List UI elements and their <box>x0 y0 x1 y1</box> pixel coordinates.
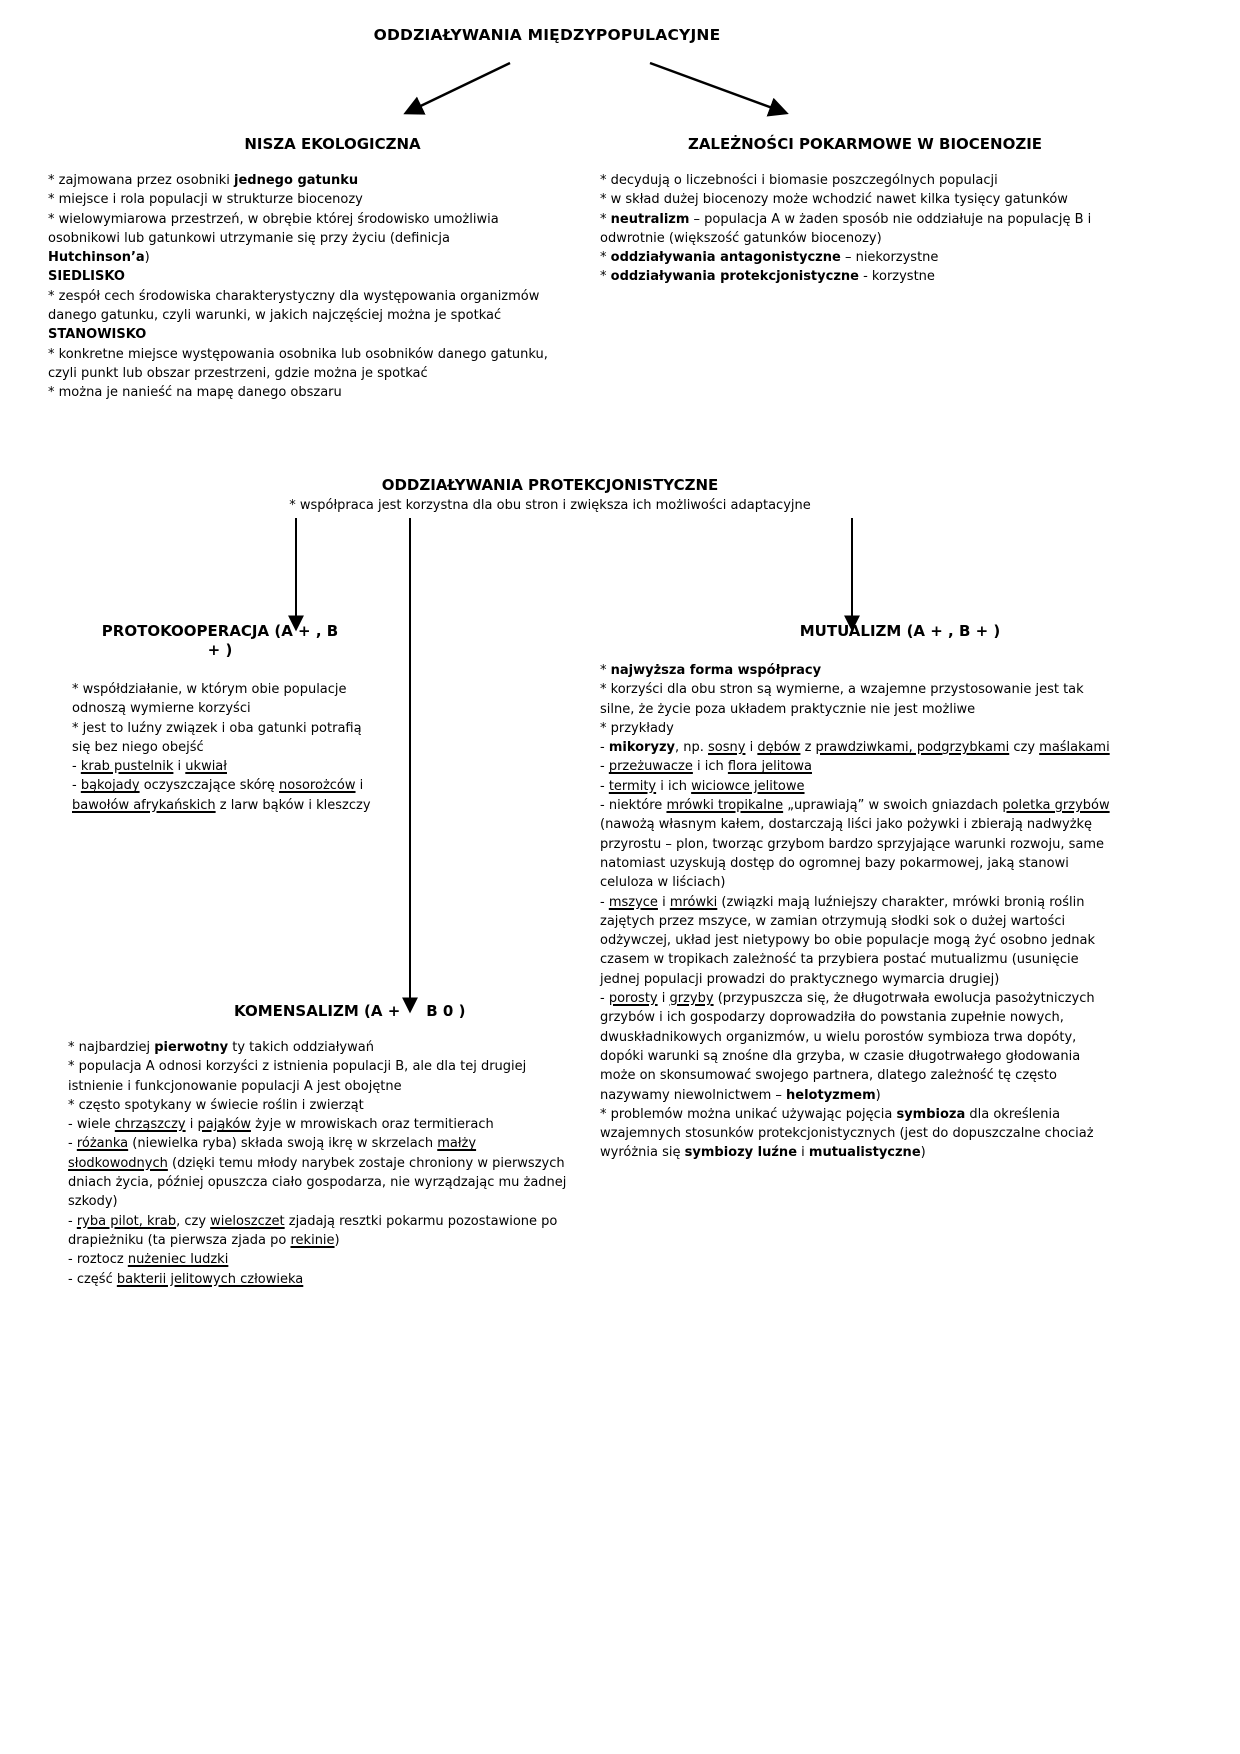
text-segment: * <box>600 211 611 227</box>
text-segment: * konkretne miejsce występowania osobnika lub osobników danego gatunku, czyli punkt lub obszar przestrzeni, gdzie można je spotkać <box>48 346 548 381</box>
paragraph <box>68 1134 580 1211</box>
bold-term: pierwotny <box>154 1040 229 1055</box>
komensalizm-heading-left: KOMENSALIZM (A + <box>234 1002 401 1020</box>
text-segment: zjadają resztki pokarmu pozostawione po drapieżniku (ta pierwsza zjada po <box>68 1213 558 1248</box>
paragraph <box>48 287 548 326</box>
text-segment: - <box>72 778 81 794</box>
text-segment: (niewielka ryba) składa swoją ikrę w skrzelach <box>128 1136 438 1152</box>
text-segment: z larw bąków i kleszczy <box>215 797 371 813</box>
text-segment: (przypuszcza się, że długotrwała ewolucja pasożytniczych grzybów i ich gospodarzy doprowadziła do powstania zupełnie nowych, dwuskładnikowych organizmów, u wielu porostów symbioza trwa dopóty, dopóki warunki są znośne dla grzyba, w czasie długotrwałego głodowania może on skonsumować swojego partnera, dlatego zależność tę często nazywamy niewolnictwem – <box>600 991 1095 1103</box>
text-segment: * jest to luźny związek i oba gatunki potrafią się bez niego obejść <box>72 720 362 755</box>
paragraph <box>72 680 374 719</box>
underlined-term: mszyce <box>608 894 658 910</box>
text-segment: * miejsce i rola populacji w strukturze biocenozy <box>48 192 363 208</box>
underlined-term: bawołów afrykańskich <box>72 797 216 813</box>
bold-term: mikoryzy <box>608 740 675 756</box>
underlined-term: chrząszczy <box>114 1117 186 1133</box>
komensalizm-heading-right: B 0 ) <box>426 1002 466 1020</box>
text-segment: – niekorzystne <box>840 250 939 266</box>
underlined-term: przeżuwacze <box>608 759 693 775</box>
paragraph <box>600 893 1110 989</box>
text-segment: - roztocz <box>68 1252 128 1268</box>
paragraph <box>68 1096 580 1115</box>
underlined-term: nużeniec ludzki <box>127 1252 229 1268</box>
paragraph <box>600 680 1110 719</box>
text-segment: czy <box>1009 740 1040 756</box>
underlined-term: dębów <box>757 740 801 756</box>
section-heading-mutualizm: MUTUALIZM (A + , B + ) <box>799 622 1001 640</box>
text-segment: „uprawiają” w swoich gniazdach <box>783 798 1003 814</box>
section-body-nisza-ekologiczna <box>48 171 548 403</box>
text-segment: z <box>800 740 816 756</box>
section-heading-zaleznosci-pokarmowe: ZALEŻNOŚCI POKARMOWE W BIOCENOZIE <box>687 135 1043 153</box>
underlined-term: małży słodkowodnych <box>68 1136 477 1171</box>
text-segment: ) <box>875 1087 881 1103</box>
text-segment: i <box>745 740 758 756</box>
text-segment: * <box>600 250 611 266</box>
text-segment: - korzystne <box>858 269 935 285</box>
text-segment: * decydują o liczebności i biomasie poszczególnych populacji <box>600 173 998 188</box>
text-segment: i <box>173 759 186 775</box>
underlined-term: porosty <box>608 991 658 1007</box>
paragraph <box>600 661 1110 680</box>
section-body-mutualizm <box>600 661 1110 1163</box>
text-segment: - <box>68 1213 77 1229</box>
paragraph <box>72 719 374 758</box>
text-segment: i <box>797 1145 809 1161</box>
text-segment: * korzyści dla obu stron są wymierne, a wzajemne przystosowanie jest tak silne, że życie poza układem praktycznie nie jest możliwe <box>600 682 1084 717</box>
underlined-term: ryba pilot, krab <box>76 1213 177 1229</box>
paragraph <box>48 171 548 190</box>
text-segment: ) <box>920 1145 926 1161</box>
section-body-komensalizm <box>68 1038 580 1289</box>
text-segment: * zespół cech środowiska charakterystyczny dla występowania organizmów danego gatunku, czyli warunki, w jakich najczęściej można je spotkać <box>48 288 540 324</box>
underlined-term: bąkojady <box>80 778 140 794</box>
text-segment: dla określenia wzajemnych stosunków protekcjonistycznych (jest do dopuszczalne chociaż wyróżnia się <box>600 1106 1094 1161</box>
bold-term: mutualistyczne <box>808 1145 921 1161</box>
paragraph <box>600 777 1110 796</box>
paragraph <box>72 776 374 815</box>
bold-term: oddziaływania antagonistyczne <box>610 250 841 266</box>
text-segment: ty takich oddziaływań <box>228 1040 374 1055</box>
text-segment: - <box>72 759 81 775</box>
text-segment: - <box>600 778 609 794</box>
text-segment: * <box>600 663 611 678</box>
paragraph <box>48 345 548 384</box>
paragraph <box>68 1038 580 1057</box>
text-segment: - niektóre <box>600 798 667 814</box>
underlined-term: sosny <box>708 740 746 756</box>
text-segment: * można je nanieść na mapę danego obszaru <box>48 385 342 401</box>
paragraph <box>48 210 548 268</box>
text-segment: , czy <box>176 1213 211 1229</box>
text-segment: i <box>657 991 670 1007</box>
underlined-term: prawdziwkami, podgrzybkami <box>815 740 1010 756</box>
underlined-term: wiciowce jelitowe <box>691 778 805 794</box>
paragraph <box>600 190 1110 209</box>
paragraph <box>600 248 1110 267</box>
underlined-term: flora jelitowa <box>727 759 812 775</box>
text-segment: ) <box>144 250 150 266</box>
text-segment: - <box>600 894 609 910</box>
text-segment: i <box>185 1117 198 1133</box>
text-segment: i <box>355 778 364 794</box>
paragraph <box>600 210 1110 249</box>
paragraph <box>600 171 1110 190</box>
arrow-title-to-nisza <box>406 63 510 113</box>
text-segment: (nawożą własnym kałem, dostarczają liści jako pożywki i zbierają nadwyżkę przyrostu – plon, tworząc grzybom bardzo sprzyjające warunki rozwoju, same natomiast uzyskują dostęp do ogromnej bazy pokarmowej, jaką stanowi celuloza w liściach) <box>600 817 1104 891</box>
underlined-term: bakterii jelitowych człowieka <box>116 1271 304 1287</box>
underlined-term: mrówki tropikalne <box>666 798 784 814</box>
underlined-term: ukwiał <box>185 759 227 775</box>
text-segment: (związki mają luźniejszy charakter, mrówki bronią roślin zajętych przez mszyce, w zamian otrzymują słodki sok o dużej wartości odżywczej, układ jest nietypowy bo obie populacje mogą żyć osobno jednak czasem w tropikach zależność ta przybiera postać mutualizmu (usunięcie jednej populacji prowadzi do praktycznego wymarcia drugiej) <box>600 894 1095 987</box>
underlined-term: krab pustelnik <box>80 759 174 775</box>
bold-term: SIEDLISKO <box>48 269 125 285</box>
underlined-term: wieloszczet <box>210 1213 285 1229</box>
text-segment: * często spotykany w świecie roślin i zwierząt <box>68 1097 364 1113</box>
section-heading-komensalizm <box>234 1002 465 1021</box>
bold-term: STANOWISKO <box>48 327 147 343</box>
text-segment: i ich <box>692 759 728 775</box>
paragraph <box>600 738 1110 757</box>
text-segment: - <box>600 991 609 1007</box>
text-segment: – populacja A w żaden sposób nie oddziałuje na populację B i odwrotnie (większość gatunków biocenozy) <box>600 211 1092 246</box>
text-segment: i ich <box>656 778 692 794</box>
section-heading-protekcjonistyczne: ODDZIAŁYWANIA PROTEKCJONISTYCZNE <box>381 476 719 494</box>
paragraph <box>48 267 548 286</box>
paragraph <box>48 383 548 402</box>
paragraph <box>68 1115 580 1134</box>
text-segment: (dzięki temu młody narybek zostaje chroniony w pierwszych dniach życia, później opuszcza ciało gospodarza, nie wyrządzając mu żadnej szkody) <box>68 1155 567 1210</box>
bold-term: oddziaływania protekcjonistyczne <box>610 269 859 285</box>
paragraph <box>600 989 1110 1105</box>
section-heading-protokooperacja: PROTOKOOPERACJA (A + , B + ) <box>101 622 339 659</box>
underlined-term: maślakami <box>1039 740 1110 756</box>
underlined-term: pająków <box>197 1117 251 1133</box>
paragraph <box>68 1250 580 1269</box>
underlined-term: poletka grzybów <box>1002 798 1110 814</box>
text-segment: żyje w mrowiskach oraz termitierach <box>250 1117 494 1133</box>
underlined-term: rekinie <box>290 1232 335 1248</box>
text-segment: - <box>600 759 609 775</box>
arrow-title-to-pokarmowe <box>650 63 786 113</box>
text-segment: i <box>657 894 670 910</box>
bold-term: neutralizm <box>610 211 690 227</box>
paragraph <box>600 267 1110 286</box>
text-segment: * problemów można unikać używając pojęcia <box>600 1106 897 1122</box>
text-segment: , np. <box>674 740 709 756</box>
underlined-term: mrówki <box>669 894 718 910</box>
text-segment: oczyszczające skórę <box>139 778 280 794</box>
text-segment: * przykłady <box>600 720 674 736</box>
underlined-term: grzyby <box>669 991 714 1007</box>
section-body-zaleznosci-pokarmowe <box>600 171 1110 287</box>
paragraph <box>600 796 1110 892</box>
bold-term: helotyzmem <box>786 1087 876 1103</box>
paragraph <box>68 1057 580 1096</box>
section-body-protokooperacja <box>72 680 374 815</box>
text-segment: - wiele <box>68 1117 115 1133</box>
paragraph <box>68 1270 580 1289</box>
bold-term: najwyższa forma współpracy <box>610 663 822 678</box>
underlined-term: nosorożców <box>279 778 356 794</box>
text-segment: * populacja A odnosi korzyści z istnienia populacji B, ale dla tej drugiej istnienie i funkcjonowanie populacji A jest obojętne <box>68 1059 527 1094</box>
bold-term: Hutchinson’a <box>48 250 145 266</box>
text-segment: * wielowymiarowa przestrzeń, w obrębie której środowisko umożliwia osobnikowi lub gatunkowi utrzymanie się przy życiu (definicja <box>48 211 499 246</box>
text-segment: * najbardziej <box>68 1040 155 1055</box>
paragraph <box>600 757 1110 776</box>
paragraph <box>72 757 374 776</box>
text-segment: * współdziałanie, w którym obie populacje odnoszą wymierne korzyści <box>72 682 347 717</box>
text-segment: * zajmowana przez osobniki <box>48 173 235 188</box>
paragraph <box>600 719 1110 738</box>
text-segment: - część <box>68 1271 117 1287</box>
bold-term: symbiozy luźne <box>684 1145 798 1161</box>
page-title: ODDZIAŁYWANIA MIĘDZYPOPULACYJNE <box>373 26 721 44</box>
paragraph <box>48 325 548 344</box>
section-subtitle-protekcjonistyczne: * współpraca jest korzystna dla obu stron i zwiększa ich możliwości adaptacyjne <box>289 498 811 513</box>
section-heading-nisza-ekologiczna: NISZA EKOLOGICZNA <box>244 135 421 153</box>
text-segment: * <box>600 269 611 285</box>
text-segment: * w skład dużej biocenozy może wchodzić nawet kilka tysięcy gatunków <box>600 192 1068 208</box>
bold-term: jednego gatunku <box>234 173 359 188</box>
text-segment: - <box>68 1136 77 1152</box>
paragraph <box>48 190 548 209</box>
text-segment: - <box>600 740 609 756</box>
text-segment: ) <box>334 1232 340 1248</box>
underlined-term: różanka <box>76 1136 129 1152</box>
bold-term: symbioza <box>896 1106 966 1122</box>
paragraph <box>68 1212 580 1251</box>
paragraph <box>600 1105 1110 1163</box>
underlined-term: termity <box>608 778 657 794</box>
